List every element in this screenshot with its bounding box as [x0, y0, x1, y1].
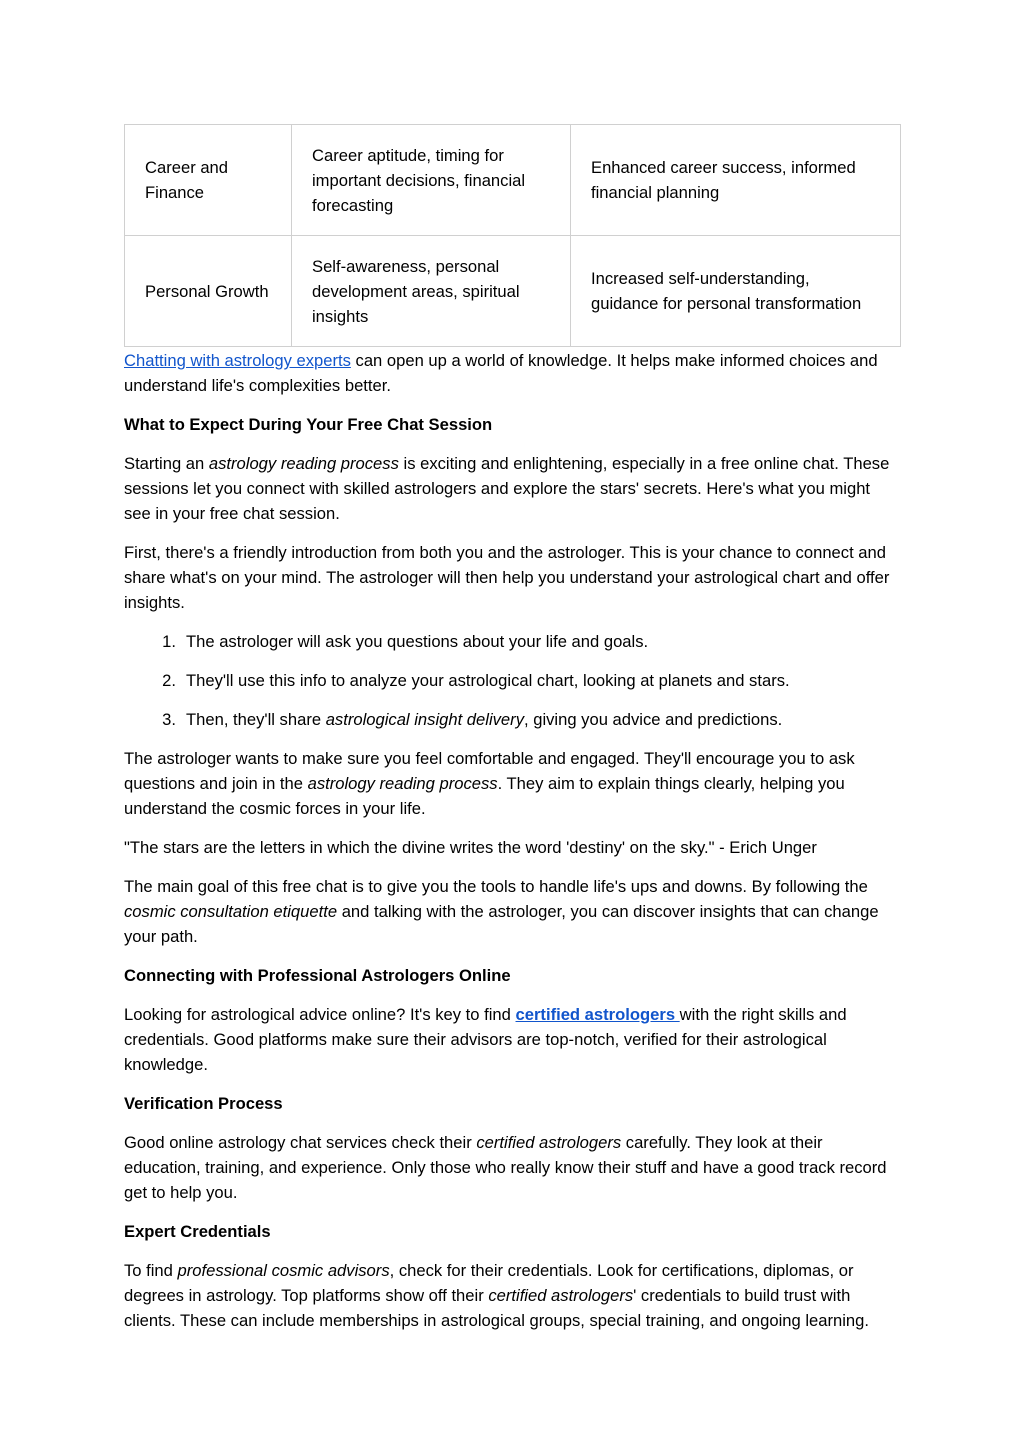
emphasis: professional cosmic advisors: [177, 1261, 390, 1280]
list-text: They'll use this info to analyze your astrological chart, looking at planets and stars.: [186, 671, 790, 690]
paragraph: [124, 451, 900, 526]
list-number: 3.: [162, 710, 176, 729]
section-heading-free-chat: What to Expect During Your Free Chat Session: [124, 415, 493, 434]
paragraph: [124, 1258, 900, 1333]
text: Then, they'll share: [186, 710, 326, 729]
benefits-table: [124, 124, 901, 347]
emphasis: astrology reading process: [208, 454, 399, 473]
list-item: [124, 629, 900, 654]
list-item: [124, 668, 900, 693]
steps-list: [124, 629, 900, 732]
table-cell: Career aptitude, timing for important decisions, financial forecasting: [292, 125, 571, 236]
text: Good online astrology chat services check their: [124, 1133, 477, 1152]
text: Starting an: [124, 454, 209, 473]
intro-paragraph: [124, 348, 900, 398]
certified-astrologers-link[interactable]: certified astrologers: [515, 1005, 680, 1024]
text: To find: [124, 1261, 178, 1280]
emphasis: certified astrologers: [476, 1133, 622, 1152]
text: . They aim to explain things clearly, helping you understand the cosmic forces in your life.: [124, 774, 845, 818]
text: with the right skills and credentials. Good platforms make sure their advisors are top-notch, verified for their astrological knowledge.: [124, 1005, 847, 1074]
emphasis: certified astrologers: [488, 1286, 634, 1305]
table-cell: Career and Finance: [125, 125, 292, 236]
paragraph: [124, 1130, 900, 1205]
text: ' credentials to build trust with clients. These can include memberships in astrological groups, special training, and ongoing learning.: [124, 1286, 870, 1330]
list-number: 1.: [162, 632, 176, 651]
paragraph: [124, 874, 900, 949]
emphasis: cosmic consultation etiquette: [124, 902, 338, 921]
text: Looking for astrological advice online? It's key to find: [124, 1005, 516, 1024]
list-number: 2.: [162, 671, 176, 690]
list-text: The astrologer will ask you questions about your life and goals.: [186, 632, 649, 651]
list-item: [124, 707, 900, 732]
table-cell: Self-awareness, personal development areas, spiritual insights: [292, 236, 571, 347]
table-cell: Personal Growth: [125, 236, 292, 347]
section-heading-credentials: Expert Credentials: [124, 1222, 271, 1241]
quote: "The stars are the letters in which the divine writes the word 'destiny' on the sky." - Erich Unger: [124, 838, 817, 857]
paragraph: [124, 1002, 900, 1077]
text: carefully. They look at their education, training, and experience. Only those who really know their stuff and have a good track record get to help you.: [124, 1133, 887, 1202]
text: , giving you advice and predictions.: [524, 710, 783, 729]
intro-text: can open up a world of knowledge. It helps make informed choices and understand life's complexities better.: [124, 351, 878, 395]
emphasis: astrology reading process: [307, 774, 498, 793]
table-row: [125, 236, 901, 347]
list-text: [186, 707, 782, 732]
text: is exciting and enlightening, especially in a free online chat. These sessions let you connect with skilled astrologers and explore the stars' secrets. Here's what you might see in your free chat session.: [124, 454, 890, 523]
table-row: [125, 125, 901, 236]
document-page: [124, 124, 900, 1347]
text: The main goal of this free chat is to give you the tools to handle life's ups and downs. By following the: [124, 877, 868, 896]
paragraph: First, there's a friendly introduction from both you and the astrologer. This is your chance to connect and share what's on your mind. The astrologer will then help you understand your astrological chart and offer insights.: [124, 543, 890, 612]
section-heading-connecting: Connecting with Professional Astrologers Online: [124, 966, 511, 985]
table-cell: Increased self-understanding, guidance for personal transformation: [571, 236, 901, 347]
astrology-experts-link[interactable]: Chatting with astrology experts: [124, 351, 351, 370]
text: The astrologer wants to make sure you feel comfortable and engaged. They'll encourage you to ask questions and join in the: [124, 749, 855, 793]
paragraph: [124, 746, 900, 821]
section-heading-verification: Verification Process: [124, 1094, 283, 1113]
table-cell: Enhanced career success, informed financial planning: [571, 125, 901, 236]
text: , check for their credentials. Look for certifications, diplomas, or degrees in astrology. Top platforms show off their: [124, 1261, 854, 1305]
emphasis: astrological insight delivery: [325, 710, 524, 729]
text: and talking with the astrologer, you can discover insights that can change your path.: [124, 902, 879, 946]
